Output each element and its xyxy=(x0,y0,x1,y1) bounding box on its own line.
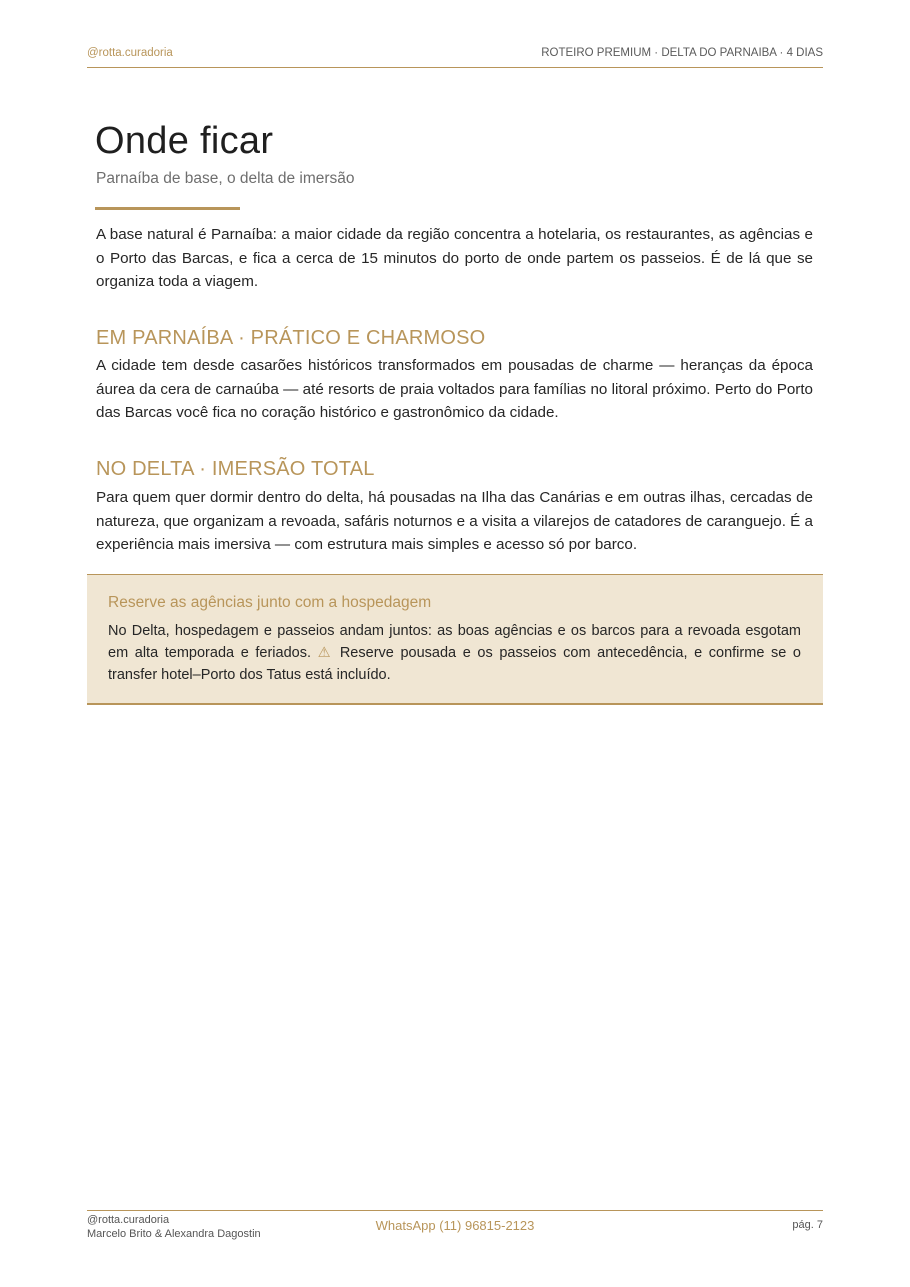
section-heading-parnaiba: EM PARNAÍBA · PRÁTICO E CHARMOSO xyxy=(96,327,486,349)
callout-title: Reserve as agências junto com a hospedagem xyxy=(108,594,432,611)
page-footer xyxy=(87,1210,823,1243)
title-divider xyxy=(95,207,240,210)
page-title: Onde ficar xyxy=(95,120,274,162)
page-subtitle: Parnaíba de base, o delta de imersão xyxy=(96,170,355,187)
footer-handle: @rotta.curadoria xyxy=(87,1214,170,1226)
callout-body-start: No Delta, hospedagem e passeios andam juntos: as boas agências e os barcos para a revoada esgotam em alta temporada e feriados. xyxy=(108,623,801,661)
page-header xyxy=(87,46,823,68)
callout-body-end: Reserve pousada e os passeios com antecedência, e confirme se o transfer hotel–Porto dos Tatus está incluído. xyxy=(108,645,801,683)
intro-paragraph: A base natural é Parnaíba: a maior cidade da região concentra a hotelaria, os restaurantes, as agências e o Porto das Barcas, e fica a cerca de 15 minutos do porto de onde partem os passeios. É de lá que se organiza toda a viagem. xyxy=(96,226,813,290)
booking-tip-callout xyxy=(87,574,823,705)
warning-icon: ⚠ xyxy=(317,645,334,661)
footer-whatsapp-link[interactable]: WhatsApp (11) 96815-2123 xyxy=(375,1218,535,1233)
section-heading-delta: NO DELTA · IMERSÃO TOTAL xyxy=(96,458,375,480)
footer-authors: Marcelo Brito & Alexandra Dagostin xyxy=(87,1228,261,1240)
section-body-parnaiba: A cidade tem desde casarões históricos transformados em pousadas de charme — heranças da época áurea da cera de carnaúba — até resorts de praia voltados para famílias no litoral próximo. Perto do Porto das Barcas você fica no coração histórico e gastronômico da cidade. xyxy=(96,357,813,421)
section-body-delta: Para quem quer dormir dentro do delta, há pousadas na Ilha das Canárias e em outras ilhas, cercadas de natureza, que organizam a revoada, safáris noturnos e a visita a vilarejos de catadores de caranguejo. É a experiência mais imersiva — com estrutura mais simples e acesso só por barco. xyxy=(96,489,813,553)
callout-body xyxy=(108,620,801,686)
header-document-title: ROTEIRO PREMIUM · DELTA DO PARNAIBA · 4 DIAS xyxy=(541,47,823,59)
header-handle: @rotta.curadoria xyxy=(87,47,173,59)
footer-page-number: pág. 7 xyxy=(792,1219,823,1231)
